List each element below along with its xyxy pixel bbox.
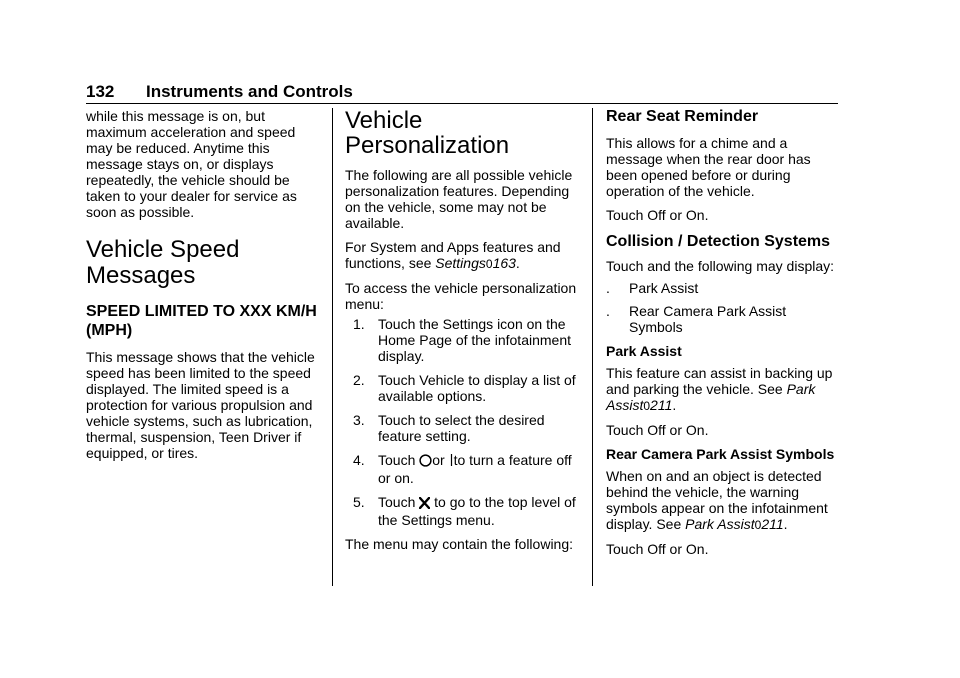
list-item: 3. Touch to select the desired feature setting. bbox=[353, 412, 545, 444]
park-assist-link[interactable]: Park Assist bbox=[606, 381, 816, 413]
page-header bbox=[86, 82, 838, 106]
collision-list bbox=[606, 280, 842, 335]
park-assist-subheading: Park Assist bbox=[606, 343, 682, 359]
rear-camera-paragraph: When on and an object is detected behind the vehicle, the warning symbols appear on the infotainment display. See Park Assist0211. bbox=[606, 468, 828, 532]
vehicle-personalization-heading: Vehicle Personalization bbox=[345, 107, 510, 159]
page-number: 132 bbox=[86, 82, 115, 101]
park-assist-paragraph: This feature can assist in backing up and parking the vehicle. See Park Assist0211. bbox=[606, 365, 833, 413]
rear-camera-subheading: Rear Camera Park Assist Symbols bbox=[606, 446, 835, 462]
access-menu-paragraph: To access the vehicle personalization menu: bbox=[345, 280, 577, 312]
header-rule bbox=[86, 103, 838, 104]
column-1 bbox=[86, 108, 318, 461]
park-assist-touch: Touch Off or On. bbox=[606, 422, 709, 438]
column-3 bbox=[606, 108, 842, 557]
toggle-off-icon bbox=[419, 454, 432, 470]
park-assist-page-ref[interactable]: 211 bbox=[761, 516, 784, 532]
page-ref-icon: 0 bbox=[754, 518, 762, 532]
intro-paragraph: while this message is on, but maximum acceleration and speed may be reduced. Anytime this message stays on, or displays repeatedly, the vehicle should be taken to your dealer for service as soon as possible. bbox=[86, 108, 297, 220]
column-divider-2 bbox=[592, 108, 593, 586]
steps-list bbox=[345, 316, 581, 528]
park-assist-link[interactable]: Park Assist bbox=[685, 516, 755, 532]
settings-link[interactable]: Settings bbox=[435, 255, 486, 271]
rear-seat-touch: Touch Off or On. bbox=[606, 207, 709, 223]
system-apps-paragraph: For System and Apps features and functions, see Settings0163. bbox=[345, 239, 561, 271]
column-divider-1 bbox=[332, 108, 333, 586]
park-assist-page-ref[interactable]: 211 bbox=[650, 397, 673, 413]
rear-camera-touch: Touch Off or On. bbox=[606, 541, 709, 557]
speed-limited-body: This message shows that the vehicle speed has been limited to the speed displayed. The limited speed is a protection for various propulsion and vehicle systems, such as lubrication, thermal, suspension, Teen Driver if equipped, or tires. bbox=[86, 349, 315, 461]
close-x-icon bbox=[419, 496, 430, 512]
list-item: . Rear Camera Park Assist Symbols bbox=[606, 303, 787, 335]
list-item: 1. Touch the Settings icon on the Home Page of the infotainment display. bbox=[353, 316, 572, 364]
collision-detection-heading: Collision / Detection Systems bbox=[606, 233, 831, 250]
list-item: 5. Touch to go to the top level of the Settings menu. bbox=[353, 494, 576, 528]
collision-paragraph: Touch and the following may display: bbox=[606, 258, 835, 274]
section-title: Instruments and Controls bbox=[146, 82, 353, 101]
menu-contents-paragraph: The menu may contain the following: bbox=[345, 536, 574, 552]
vehicle-speed-messages-heading: Vehicle Speed Messages bbox=[86, 236, 240, 289]
list-item: . Park Assist bbox=[606, 280, 699, 296]
page-ref-icon: 0 bbox=[485, 257, 493, 271]
speed-limited-heading: SPEED LIMITED TO XXX KM/H (MPH) bbox=[86, 303, 317, 339]
list-item: 2. Touch Vehicle to display a list of available options. bbox=[353, 372, 576, 404]
personalization-intro: The following are all possible vehicle personalization features. Depending on the vehicle, some may not be available. bbox=[345, 167, 573, 231]
settings-page-ref[interactable]: 163 bbox=[492, 255, 516, 271]
list-item: 4. Touch or to turn a feature off or on. bbox=[353, 452, 572, 486]
page-ref-icon: 0 bbox=[643, 399, 651, 413]
rear-seat-reminder-heading: Rear Seat Reminder bbox=[606, 108, 759, 125]
column-2 bbox=[345, 108, 581, 552]
rear-seat-paragraph: This allows for a chime and a message when the rear door has been opened before or during operation of the vehicle. bbox=[606, 135, 811, 199]
